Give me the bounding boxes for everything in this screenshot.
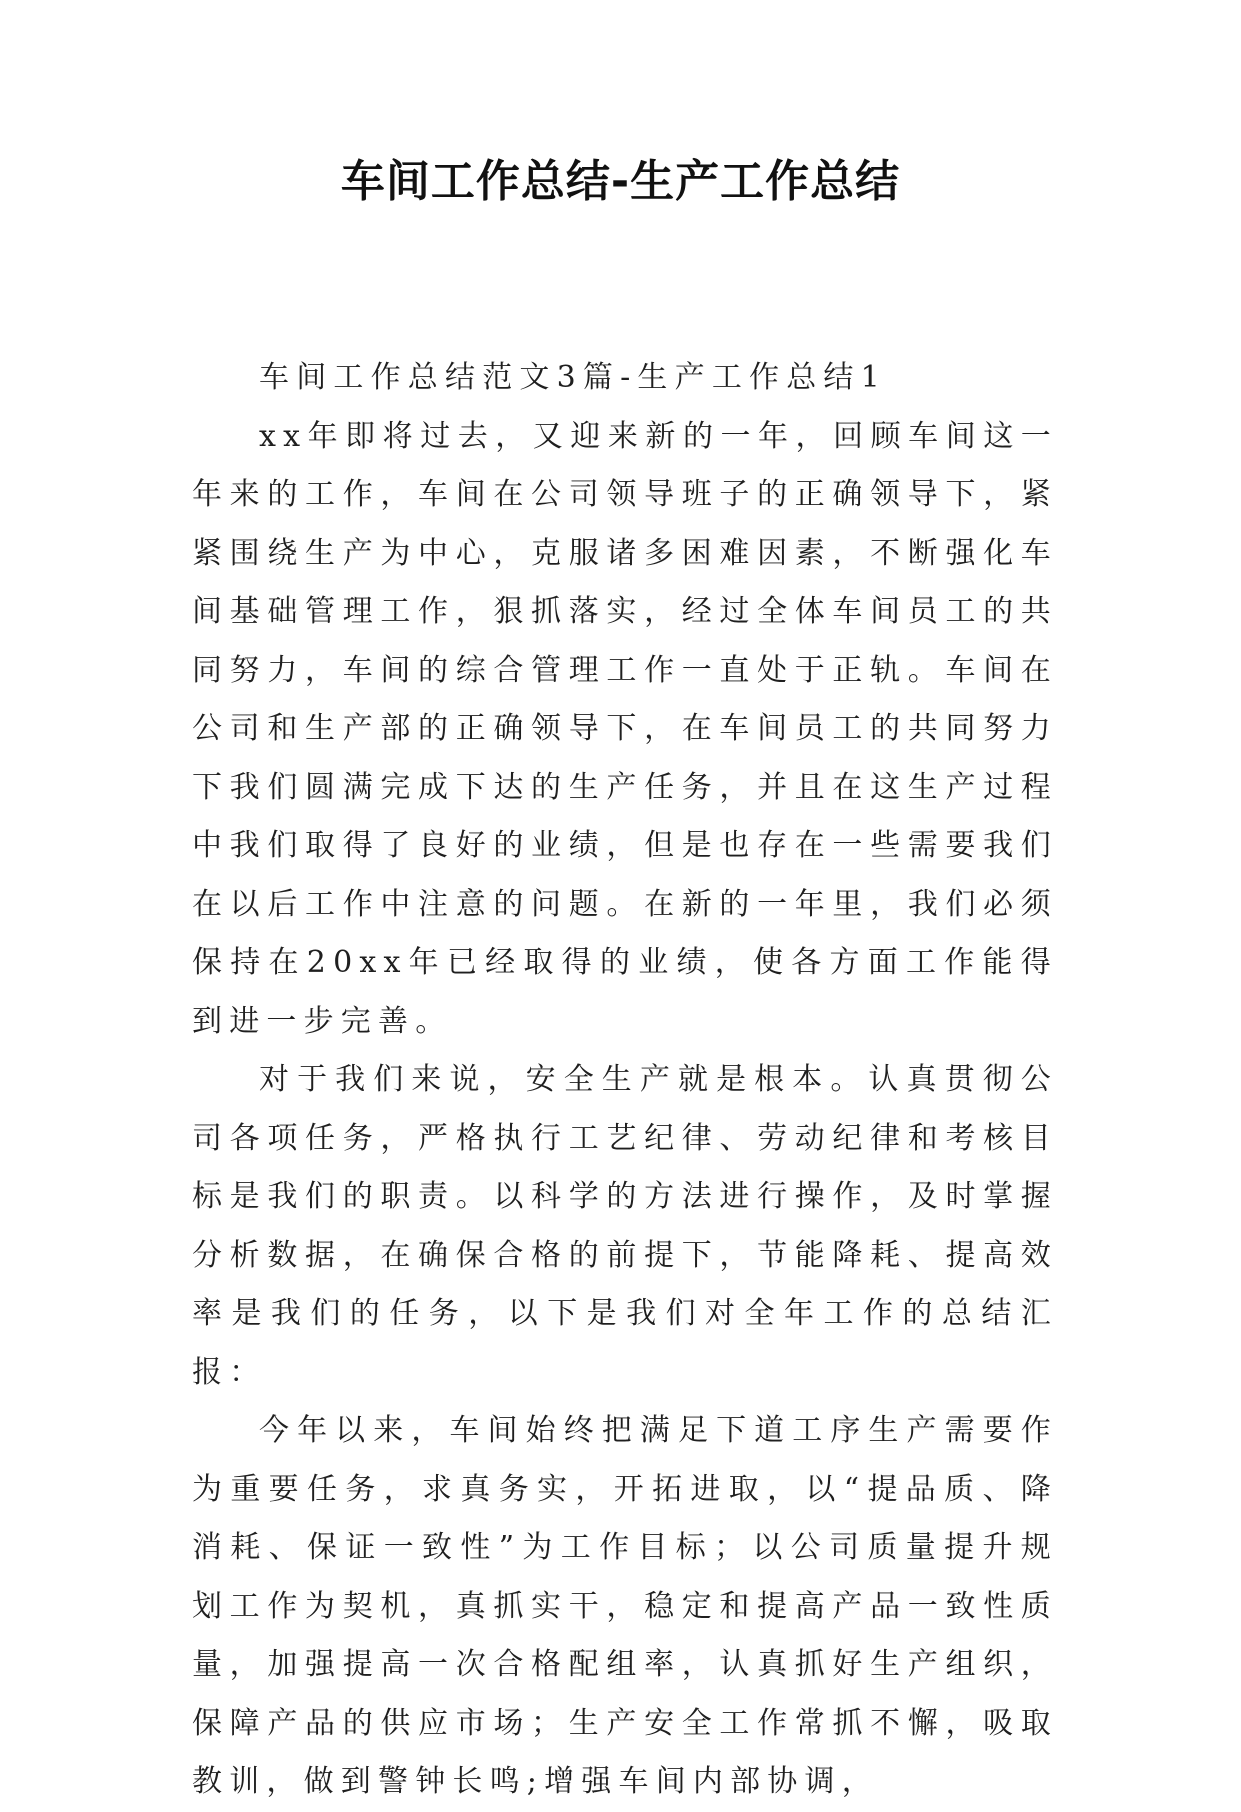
- paragraph: 今年以来，车间始终把满足下道工序生产需要作为重要任务，求真务实，开拓进取，以“提品质、降消耗、保证一致性”为工作目标；以公司质量提升规划工作为契机，真抓实干，稳定和提高产品一致性质量，加强提高一次合格配组率，认真抓好生产组织，保障产品的供应市场；生产安全工作常抓不懈，吸取教训，做到警钟长鸣;增强车间内部协调，: [192, 1413, 1058, 1799]
- paragraph-subtitle: 车间工作总结范文3篇-生产工作总结1: [259, 360, 887, 395]
- paragraph: xx年即将过去，又迎来新的一年，回顾车间这一年来的工作，车间在公司领导班子的正确领导下，紧紧围绕生产为中心，克服诸多困难因素，不断强化车间基础管理工作，狠抓落实，经过全体车间员工的共同努力，车间的综合管理工作一直处于正轨。车间在公司和生产部的正确领导下，在车间员工的共同努力下我们圆满完成下达的生产任务，并且在这生产过程中我们取得了良好的业绩，但是也存在一些需要我们在以后工作中注意的问题。在新的一年里，我们必须保持在20xx年已经取得的业绩，使各方面工作能得到进一步完善。: [192, 418, 1058, 1039]
- paragraph: 对于我们来说，安全生产就是根本。认真贯彻公司各项任务，严格执行工艺纪律、劳动纪律和考核目标是我们的职责。以科学的方法进行操作，及时掌握分析数据，在确保合格的前提下，节能降耗、提高效率是我们的任务，以下是我们对全年工作的总结汇报：: [192, 1062, 1058, 1390]
- document-title: 车间工作总结-生产工作总结: [340, 156, 901, 207]
- document-body: [192, 349, 1058, 1812]
